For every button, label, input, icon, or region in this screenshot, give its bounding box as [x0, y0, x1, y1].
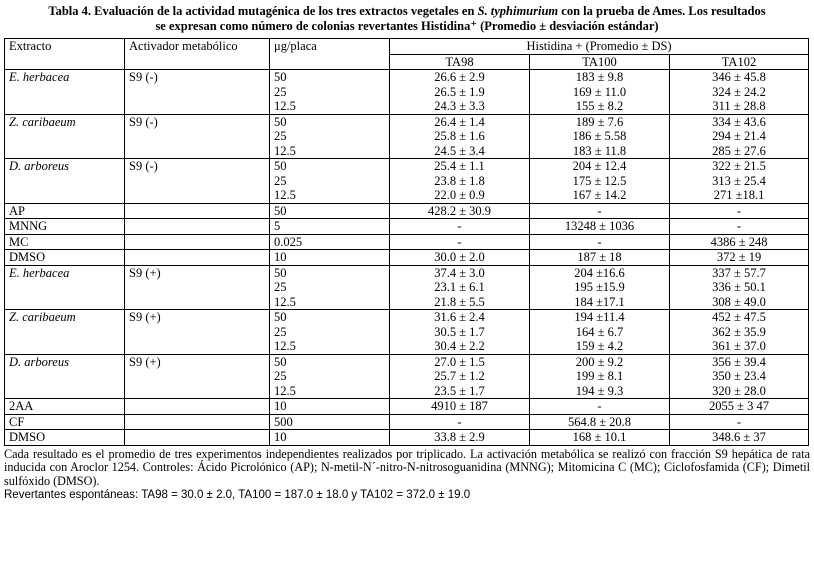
- cell-ta102-value: 308 ± 49.0: [712, 294, 766, 309]
- cell-dose-value: 12.5: [274, 188, 296, 202]
- cell-ta98: [390, 114, 530, 159]
- results-body: [5, 70, 809, 446]
- cell-ta98-value: 26.5 ± 1.9: [434, 84, 485, 99]
- cell-ta100: [530, 414, 670, 430]
- cell-ta102-value: 2055 ± 3 47: [709, 399, 770, 413]
- cell-ta98-value: 23.1 ± 6.1: [434, 280, 485, 294]
- cell-ta102-value: 311 ± 28.8: [712, 99, 766, 113]
- cell-dose-value: 12.5: [274, 143, 296, 158]
- footnote-spontaneous: Revertantes espontáneas: TA98 = 30.0 ± 2.0, TA100 = 187.0 ± 18.0 y TA102 = 372.0 ± 19.0: [4, 488, 471, 501]
- cell-ta100: [530, 159, 670, 204]
- cell-dose-value: 50: [274, 354, 287, 369]
- cell-ta102-value: 4386 ± 248: [710, 234, 768, 249]
- cell-ta100-value: 204 ±16.6: [574, 265, 625, 280]
- cell-ta100-value: 204 ± 12.4: [572, 159, 627, 173]
- cell-dose-value: 25: [274, 129, 287, 143]
- cell-activator: S9 (+): [125, 354, 270, 399]
- table-row: [5, 354, 809, 399]
- cell-ta100-value: 199 ± 8.1: [575, 369, 624, 383]
- cell-ta100-value: 183 ± 9.8: [575, 70, 624, 84]
- cell-dose-value: 50: [274, 203, 287, 218]
- cell-ta100-value: 183 ± 11.8: [572, 143, 627, 158]
- cell-ta102-value: -: [736, 219, 742, 233]
- cell-ta102-value: 356 ± 39.4: [712, 354, 766, 369]
- cell-ta102: [670, 114, 809, 159]
- cell-ta98-value: -: [457, 234, 462, 249]
- footnote-text: Cada resultado es el promedio de tres experimentos independientes realizados por triplicado. La activación metabólica se realizó con fracción S9 hepática de rata inducida con Aroclor 1254. Controles: Ácido Picrolónico (AP); N-metil-N´-nitro-N-nitrosoguanidina (MNNG); Mitomicina C (MC); Ciclofosfamida (CF); Dimetil sulfóxido (DMSO).: [4, 446, 810, 489]
- cell-ta98-value: -: [457, 414, 462, 429]
- cell-ta100-value: -: [597, 203, 602, 218]
- table-row: [5, 399, 809, 415]
- cell-ta100-value: 175 ± 12.5: [572, 173, 627, 188]
- cell-dose: [270, 114, 390, 159]
- header-ta98: TA98: [390, 54, 530, 70]
- cell-activator: [125, 234, 270, 250]
- title-prefix: Tabla 4. Evaluación de la actividad mutagénica de los tres extractos vegetales en: [48, 4, 478, 18]
- table-row: [5, 430, 809, 446]
- cell-ta98-value: 27.0 ± 1.5: [434, 354, 485, 369]
- table-title: [4, 4, 810, 34]
- cell-dose-value: 500: [274, 414, 293, 429]
- cell-dose-value: 50: [274, 159, 287, 173]
- cell-ta102-value: 320 ± 28.0: [712, 383, 766, 398]
- cell-dose-value: 50: [274, 70, 287, 84]
- cell-ta98-value: 33.8 ± 2.9: [434, 430, 485, 444]
- cell-ta102: [670, 265, 809, 310]
- cell-extract: 2AA: [5, 399, 125, 415]
- cell-ta98-value: 23.8 ± 1.8: [434, 173, 485, 188]
- cell-ta100: [530, 219, 670, 235]
- cell-dose-value: 12.5: [274, 339, 296, 353]
- cell-activator: S9 (-): [125, 70, 270, 115]
- table-row: [5, 310, 809, 355]
- cell-activator: [125, 250, 270, 266]
- cell-ta98: [390, 234, 530, 250]
- cell-dose-value: 10: [274, 399, 287, 413]
- cell-ta100-value: 13248 ± 1036: [564, 219, 635, 233]
- cell-ta98-value: 428.2 ± 30.9: [427, 203, 492, 218]
- cell-ta102: [670, 250, 809, 266]
- header-extract: Extracto: [5, 39, 125, 70]
- cell-dose: [270, 265, 390, 310]
- cell-dose: [270, 70, 390, 115]
- cell-ta102-value: -: [736, 414, 742, 429]
- cell-ta98-value: 24.3 ± 3.3: [434, 99, 485, 113]
- cell-ta98-value: 31.6 ± 2.4: [434, 310, 485, 324]
- cell-dose-value: 25: [274, 84, 287, 99]
- cell-extract: CF: [5, 414, 125, 430]
- cell-ta102: [670, 219, 809, 235]
- cell-dose-value: 25: [274, 173, 287, 188]
- title-line2: se expresan como número de colonias revertantes Histidina⁺ (Promedio ± desviación estándar): [155, 19, 659, 33]
- cell-activator: S9 (-): [125, 159, 270, 204]
- cell-activator: [125, 399, 270, 415]
- cell-dose: [270, 354, 390, 399]
- cell-ta98-value: 30.5 ± 1.7: [434, 324, 485, 339]
- cell-ta98-value: -: [457, 219, 462, 233]
- cell-ta100-value: 167 ± 14.2: [572, 188, 627, 202]
- cell-activator: [125, 219, 270, 235]
- cell-ta100-value: 195 ±15.9: [574, 280, 625, 294]
- table-row: [5, 265, 809, 310]
- cell-ta102-value: 336 ± 50.1: [712, 280, 766, 294]
- cell-ta100-value: -: [597, 399, 602, 413]
- table-row: [5, 203, 809, 219]
- cell-ta98: [390, 399, 530, 415]
- results-table: [4, 38, 809, 446]
- cell-dose: [270, 250, 390, 266]
- cell-extract: DMSO: [5, 250, 125, 266]
- cell-activator: [125, 414, 270, 430]
- cell-ta100: [530, 70, 670, 115]
- title-suffix: con la prueba de Ames. Los resultados: [558, 4, 766, 18]
- cell-dose-value: 10: [274, 430, 287, 444]
- table-row: [5, 219, 809, 235]
- cell-ta102-value: 350 ± 23.4: [712, 369, 766, 383]
- cell-extract: D. arboreus: [5, 354, 125, 399]
- cell-dose-value: 10: [274, 250, 287, 264]
- cell-dose-value: 25: [274, 324, 287, 339]
- cell-activator: S9 (-): [125, 114, 270, 159]
- cell-extract: MNNG: [5, 219, 125, 235]
- cell-ta98-value: 21.8 ± 5.5: [434, 294, 485, 309]
- cell-ta102: [670, 399, 809, 415]
- cell-dose-value: 12.5: [274, 99, 296, 113]
- cell-ta98-value: 26.6 ± 2.9: [434, 70, 485, 84]
- cell-activator: [125, 203, 270, 219]
- cell-ta102-value: 337 ± 57.7: [712, 265, 766, 280]
- cell-dose: [270, 159, 390, 204]
- cell-ta102-value: 313 ± 25.4: [712, 173, 766, 188]
- cell-extract: Z. caribaeum: [5, 114, 125, 159]
- cell-dose: [270, 399, 390, 415]
- cell-extract: D. arboreus: [5, 159, 125, 204]
- cell-ta98-value: 26.4 ± 1.4: [434, 114, 485, 129]
- cell-ta100: [530, 310, 670, 355]
- cell-ta102: [670, 310, 809, 355]
- cell-dose-value: 50: [274, 265, 287, 280]
- cell-ta102: [670, 70, 809, 115]
- cell-ta98: [390, 414, 530, 430]
- cell-ta102-value: 324 ± 24.2: [712, 84, 766, 99]
- cell-ta102-value: 294 ± 21.4: [712, 129, 766, 143]
- cell-ta100-value: 184 ±17.1: [574, 294, 625, 309]
- cell-ta102-value: 452 ± 47.5: [712, 310, 766, 324]
- cell-ta98-value: 37.4 ± 3.0: [434, 265, 485, 280]
- cell-dose-value: 0.025: [274, 234, 303, 249]
- cell-dose-value: 50: [274, 310, 287, 324]
- cell-ta100: [530, 265, 670, 310]
- cell-ta98: [390, 310, 530, 355]
- cell-dose: [270, 414, 390, 430]
- cell-dose: [270, 234, 390, 250]
- cell-ta98: [390, 265, 530, 310]
- cell-dose-value: 12.5: [274, 294, 296, 309]
- cell-ta98-value: 30.0 ± 2.0: [434, 250, 485, 264]
- title-organism: S. typhimurium: [477, 4, 559, 18]
- cell-ta100-value: 189 ± 7.6: [575, 114, 624, 129]
- cell-ta98-value: 30.4 ± 2.2: [434, 339, 485, 353]
- cell-ta102: [670, 159, 809, 204]
- cell-ta100-value: 194 ± 9.3: [575, 383, 624, 398]
- cell-ta102-value: -: [736, 203, 742, 218]
- cell-extract: MC: [5, 234, 125, 250]
- cell-activator: S9 (+): [125, 265, 270, 310]
- table-row: [5, 70, 809, 115]
- cell-ta100-value: 186 ± 5.58: [572, 129, 627, 143]
- cell-ta98-value: 4910 ± 187: [431, 399, 488, 413]
- cell-ta100-value: 564.8 ± 20.8: [567, 414, 632, 429]
- cell-ta102-value: 361 ± 37.0: [712, 339, 766, 353]
- cell-ta102-value: 271 ±18.1: [713, 188, 765, 202]
- cell-extract: AP: [5, 203, 125, 219]
- cell-ta100: [530, 430, 670, 446]
- cell-ta102-value: 346 ± 45.8: [712, 70, 766, 84]
- cell-ta102: [670, 203, 809, 219]
- table-row: [5, 159, 809, 204]
- table-row: [5, 414, 809, 430]
- cell-ta100: [530, 203, 670, 219]
- table-row: [5, 250, 809, 266]
- cell-dose: [270, 219, 390, 235]
- cell-ta98-value: 24.5 ± 3.4: [434, 143, 485, 158]
- cell-ta102-value: 334 ± 43.6: [712, 114, 766, 129]
- cell-ta98-value: 25.8 ± 1.6: [434, 129, 485, 143]
- cell-ta100-value: 164 ± 6.7: [575, 324, 624, 339]
- cell-extract: E. herbacea: [5, 265, 125, 310]
- cell-ta100-value: 200 ± 9.2: [575, 354, 624, 369]
- cell-ta98: [390, 219, 530, 235]
- cell-ta102: [670, 354, 809, 399]
- cell-ta98: [390, 203, 530, 219]
- cell-extract: DMSO: [5, 430, 125, 446]
- cell-ta100-value: 187 ± 18: [577, 250, 622, 264]
- cell-ta98: [390, 159, 530, 204]
- cell-ta102-value: 362 ± 35.9: [712, 324, 766, 339]
- cell-ta98: [390, 250, 530, 266]
- cell-dose: [270, 430, 390, 446]
- header-ta102: TA102: [670, 54, 809, 70]
- cell-ta98-value: 23.5 ± 1.7: [434, 383, 485, 398]
- cell-ta98-value: 25.4 ± 1.1: [434, 159, 485, 173]
- cell-ta100: [530, 234, 670, 250]
- cell-ta102: [670, 414, 809, 430]
- cell-dose-value: 5: [274, 219, 281, 233]
- cell-ta100-value: -: [597, 234, 602, 249]
- cell-ta98: [390, 354, 530, 399]
- cell-dose-value: 50: [274, 114, 287, 129]
- cell-extract: E. herbacea: [5, 70, 125, 115]
- cell-extract: Z. caribaeum: [5, 310, 125, 355]
- cell-ta100-value: 168 ± 10.1: [572, 430, 627, 444]
- table-footnote: [4, 448, 810, 503]
- cell-ta98: [390, 70, 530, 115]
- cell-dose-value: 25: [274, 369, 287, 383]
- header-dose: μg/placa: [270, 39, 390, 70]
- cell-ta102: [670, 430, 809, 446]
- cell-dose: [270, 203, 390, 219]
- header-activator: Activador metabólico: [125, 39, 270, 70]
- cell-ta98-value: 25.7 ± 1.2: [434, 369, 485, 383]
- cell-ta100: [530, 399, 670, 415]
- cell-ta100-value: 169 ± 11.0: [572, 84, 627, 99]
- cell-ta102-value: 372 ± 19: [716, 250, 762, 264]
- cell-ta98: [390, 430, 530, 446]
- cell-ta100-value: 159 ± 4.2: [575, 339, 624, 353]
- cell-ta100-value: 194 ±11.4: [574, 310, 625, 324]
- cell-activator: [125, 430, 270, 446]
- table-row: [5, 234, 809, 250]
- cell-ta100: [530, 114, 670, 159]
- cell-ta102-value: 285 ± 27.6: [712, 143, 766, 158]
- cell-dose-value: 12.5: [274, 383, 296, 398]
- table-row: [5, 114, 809, 159]
- cell-ta100-value: 155 ± 8.2: [575, 99, 624, 113]
- cell-ta102-value: 348.6 ± 37: [712, 430, 766, 444]
- cell-ta102-value: 322 ± 21.5: [712, 159, 766, 173]
- cell-dose-value: 25: [274, 280, 287, 294]
- cell-activator: S9 (+): [125, 310, 270, 355]
- header-histidine: Histidina + (Promedio ± DS): [390, 39, 809, 55]
- cell-ta100: [530, 354, 670, 399]
- cell-ta98-value: 22.0 ± 0.9: [434, 188, 485, 202]
- header-ta100: TA100: [530, 54, 670, 70]
- cell-dose: [270, 310, 390, 355]
- cell-ta102: [670, 234, 809, 250]
- cell-ta100: [530, 250, 670, 266]
